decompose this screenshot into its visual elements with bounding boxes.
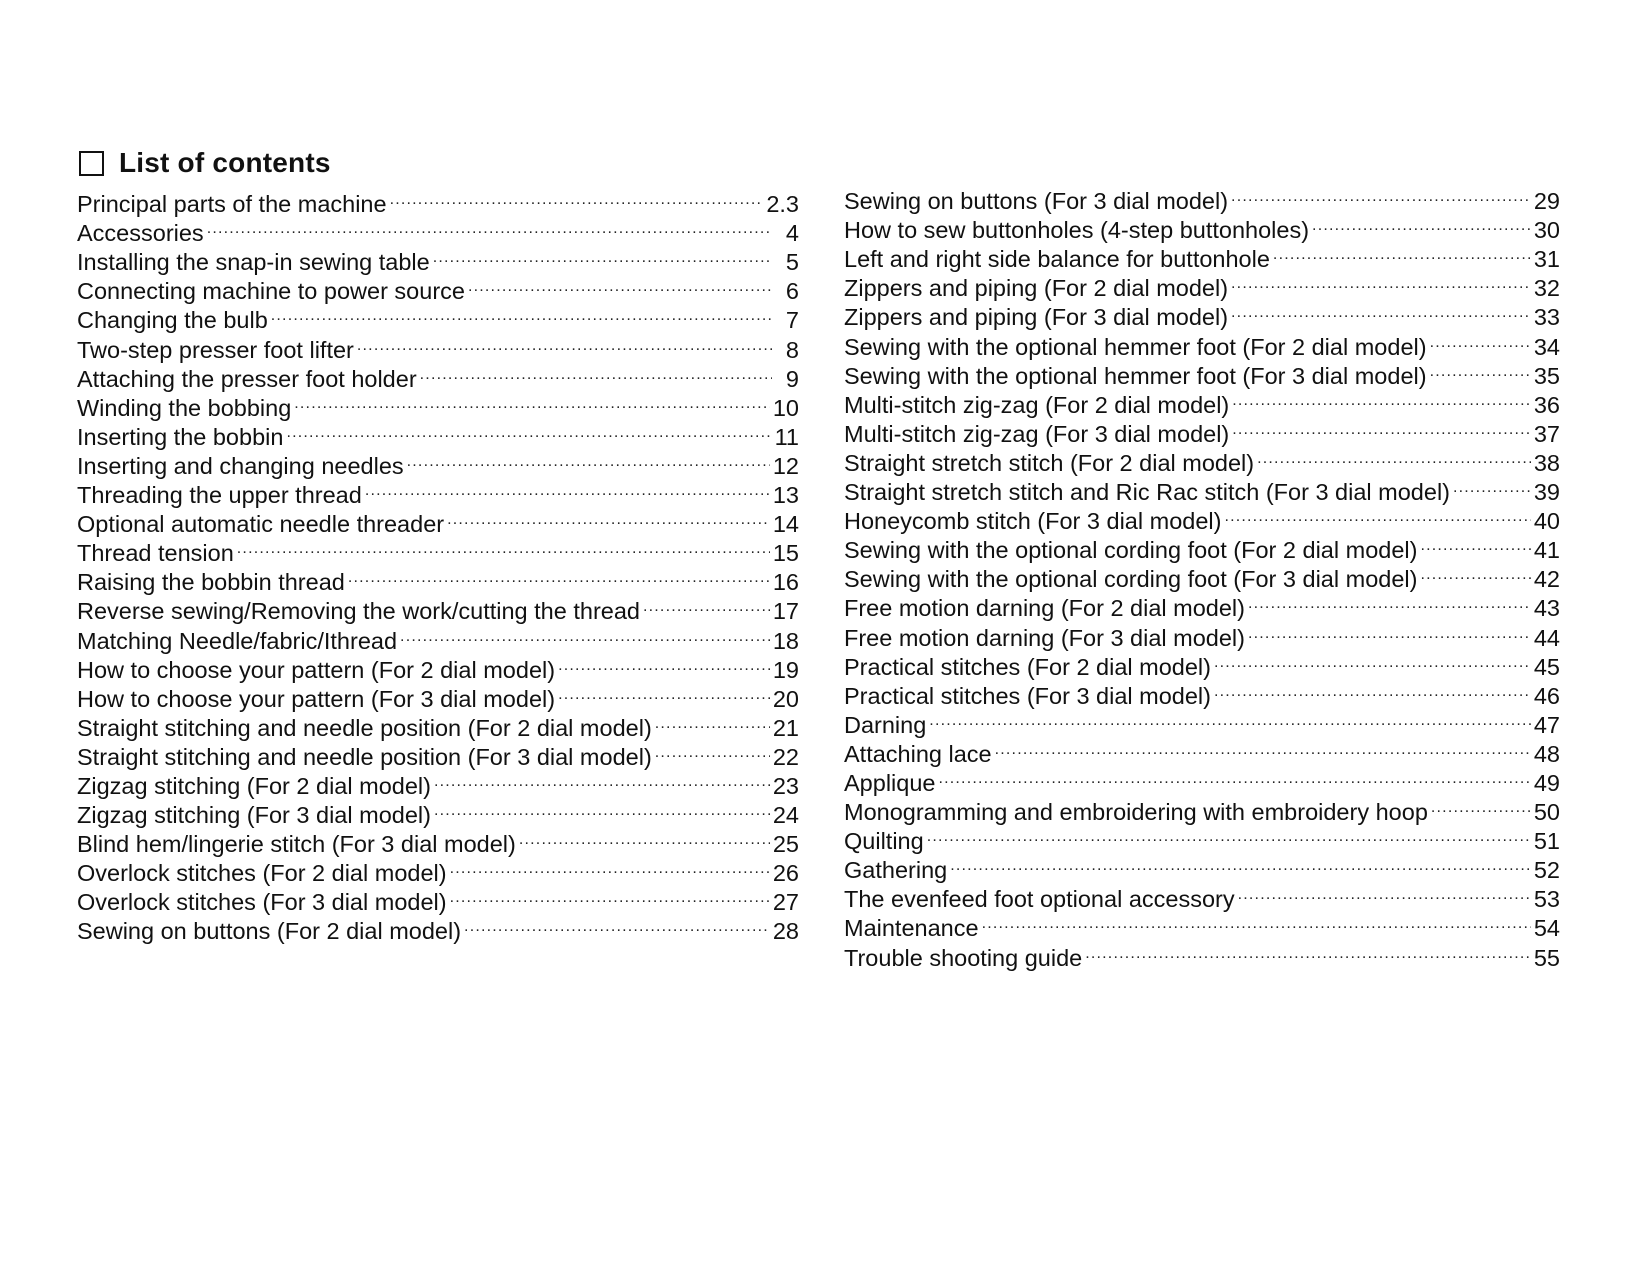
page-title: List of contents	[119, 147, 331, 178]
dot-leader	[1224, 500, 1530, 529]
toc-entry[interactable]	[844, 762, 1560, 796]
toc-entry-page: 46	[1533, 682, 1560, 709]
dot-leader	[294, 387, 770, 416]
toc-entry-title: Straight stitching and needle position (For 2 dial model)	[77, 714, 652, 741]
dot-leader	[450, 852, 770, 881]
toc-entry-title: Practical stitches (For 2 dial model)	[844, 653, 1211, 680]
dot-leader	[1248, 616, 1531, 645]
dot-leader	[390, 183, 764, 212]
dot-leader	[927, 820, 1531, 849]
toc-entry-page: 30	[1533, 217, 1560, 244]
dot-leader	[643, 590, 770, 619]
toc-entry-title: Optional automatic needle threader	[77, 511, 445, 538]
toc-entry-title: How to choose your pattern (For 3 dial model)	[77, 685, 556, 712]
dot-leader	[655, 707, 770, 736]
toc-entry-title: Zigzag stitching (For 3 dial model)	[77, 802, 431, 829]
dot-leader	[1312, 209, 1531, 238]
contents-column-right	[844, 180, 1560, 971]
dot-leader	[1232, 384, 1531, 413]
dot-leader	[558, 678, 770, 707]
dot-leader	[433, 241, 772, 270]
toc-entry-page: 42	[1533, 566, 1560, 593]
toc-entry-page: 49	[1533, 769, 1560, 796]
dot-leader	[929, 704, 1531, 733]
toc-entry-page: 29	[1533, 188, 1560, 215]
toc-entry-page: 19	[772, 656, 799, 683]
toc-entry-page: 5	[785, 249, 799, 276]
dot-leader	[1453, 471, 1531, 500]
toc-entry-title: Zippers and piping (For 2 dial model)	[844, 275, 1229, 302]
toc-entry-page: 6	[785, 278, 799, 305]
toc-entry-page: 47	[1533, 711, 1560, 738]
dot-leader	[464, 910, 770, 939]
dot-leader	[468, 270, 772, 299]
dot-leader	[207, 212, 772, 241]
toc-entry-page: 26	[772, 860, 799, 887]
toc-entry-title: Multi-stitch zig-zag (For 3 dial model)	[844, 420, 1230, 447]
toc-entry[interactable]	[77, 183, 799, 218]
dot-leader	[1257, 442, 1531, 471]
dot-leader	[434, 794, 770, 823]
toc-entry-page: 20	[772, 685, 799, 712]
toc-entry-page: 25	[772, 831, 799, 858]
toc-entry-title: Winding the bobbing	[77, 394, 292, 421]
toc-entry-page: 15	[772, 540, 799, 567]
toc-entry-page: 10	[772, 394, 799, 421]
toc-entry-title: Left and right side balance for buttonhole	[844, 246, 1270, 273]
dot-leader	[1420, 558, 1530, 587]
toc-entry-page: 38	[1533, 449, 1560, 476]
toc-entry-page: 41	[1533, 537, 1560, 564]
toc-entry-title: How to sew buttonholes (4-step buttonholes)	[844, 217, 1310, 244]
dot-leader	[365, 474, 770, 503]
toc-entry-page: 36	[1533, 391, 1560, 418]
toc-entry-page: 52	[1533, 857, 1560, 884]
toc-entry-page: 18	[772, 627, 799, 654]
toc-entry-page: 51	[1533, 828, 1560, 855]
dot-leader	[237, 532, 770, 561]
toc-entry-title: Applique	[844, 769, 936, 796]
toc-entry-title: Thread tension	[77, 540, 234, 567]
toc-entry-page: 14	[772, 511, 799, 538]
dot-leader	[1231, 296, 1531, 325]
toc-entry-title: Overlock stitches (For 3 dial model)	[77, 889, 447, 916]
toc-entry-title: The evenfeed foot optional accessory	[844, 886, 1235, 913]
dot-leader	[1232, 413, 1531, 442]
toc-entry-page: 31	[1533, 246, 1560, 273]
toc-entry-title: Free motion darning (For 2 dial model)	[844, 595, 1245, 622]
toc-entry-page: 2.3	[766, 191, 799, 218]
dot-leader	[1238, 878, 1531, 907]
toc-entry-title: Attaching the presser foot holder	[77, 365, 417, 392]
toc-entry-page: 48	[1533, 740, 1560, 767]
dot-leader	[348, 561, 770, 590]
toc-entry-title: Connecting machine to power source	[77, 278, 465, 305]
dot-leader	[407, 445, 770, 474]
toc-entry-page: 43	[1533, 595, 1560, 622]
dot-leader	[558, 649, 770, 678]
toc-entry[interactable]	[844, 733, 1560, 767]
toc-entry-title: Accessories	[77, 220, 204, 247]
toc-entry-page: 21	[772, 714, 799, 741]
toc-entry-page: 13	[772, 482, 799, 509]
dot-leader	[1420, 529, 1530, 558]
toc-entry-page: 39	[1533, 479, 1560, 506]
toc-entry-title: Monogramming and embroidering with embroidery hoop	[844, 799, 1428, 826]
toc-entry-title: Darning	[844, 711, 927, 738]
toc-entry-title: Sewing with the optional cording foot (For 3 dial model)	[844, 566, 1418, 593]
toc-entry-page: 33	[1533, 304, 1560, 331]
toc-entry-page: 16	[772, 569, 799, 596]
toc-entry-page: 44	[1533, 624, 1560, 651]
toc-entry-page: 40	[1533, 508, 1560, 535]
dot-leader	[1431, 791, 1531, 820]
toc-entry-title: Straight stitching and needle position (For 3 dial model)	[77, 743, 652, 770]
toc-entry-title: Straight stretch stitch and Ric Rac stitch (For 3 dial model)	[844, 479, 1450, 506]
toc-entry-title: Sewing with the optional hemmer foot (For 3 dial model)	[844, 362, 1427, 389]
toc-entry[interactable]	[844, 878, 1560, 913]
toc-entry-page: 17	[772, 598, 799, 625]
toc-entry-title: Maintenance	[844, 915, 979, 942]
toc-entry-page: 11	[774, 423, 799, 450]
toc-entry-page: 54	[1533, 915, 1560, 942]
dot-leader	[1231, 180, 1531, 209]
contents-column-left	[77, 183, 799, 945]
toc-entry-title: Changing the bulb	[77, 307, 268, 334]
toc-entry-page: 37	[1533, 420, 1560, 447]
toc-entry-title: Threading the upper thread	[77, 482, 362, 509]
toc-entry-title: Two-step presser foot lifter	[77, 336, 354, 363]
toc-entry-page: 7	[785, 307, 799, 334]
toc-entry-title: Quilting	[844, 828, 924, 855]
toc-entry-title: Trouble shooting guide	[844, 944, 1083, 971]
toc-entry-page: 53	[1533, 886, 1560, 913]
toc-entry-page: 45	[1533, 653, 1560, 680]
toc-entry-title: Gathering	[844, 857, 948, 884]
dot-leader	[286, 416, 771, 445]
dot-leader	[420, 358, 772, 387]
toc-entry-title: Blind hem/lingerie stitch (For 3 dial model)	[77, 831, 516, 858]
dot-leader	[938, 762, 1530, 791]
toc-entry-title: Matching Needle/fabric/Ithread	[77, 627, 398, 654]
toc-entry[interactable]	[844, 704, 1560, 738]
toc-entry-title: Inserting the bobbin	[77, 423, 284, 450]
dot-leader	[995, 733, 1531, 762]
toc-entry-title: Free motion darning (For 3 dial model)	[844, 624, 1245, 651]
toc-entry-page: 32	[1533, 275, 1560, 302]
toc-entry-title: Overlock stitches (For 2 dial model)	[77, 860, 447, 887]
toc-entry-title: Inserting and changing needles	[77, 452, 404, 479]
toc-entry[interactable]	[844, 849, 1560, 884]
toc-entry-title: Zippers and piping (For 3 dial model)	[844, 304, 1229, 331]
toc-entry-title: Attaching lace	[844, 740, 992, 767]
dot-leader	[1214, 675, 1531, 704]
toc-entry-page: 28	[772, 918, 799, 945]
toc-entry-title: Sewing on buttons (For 2 dial model)	[77, 918, 462, 945]
toc-entry-page: 8	[785, 336, 799, 363]
toc-entry-page: 55	[1533, 944, 1560, 971]
dot-leader	[1430, 355, 1531, 384]
dot-leader	[950, 849, 1531, 878]
dot-leader	[357, 328, 772, 357]
toc-entry-title: Principal parts of the machine	[77, 191, 387, 218]
toc-entry[interactable]	[844, 791, 1560, 826]
toc-entry-title: Multi-stitch zig-zag (For 2 dial model)	[844, 391, 1230, 418]
dot-leader	[1430, 325, 1531, 354]
toc-entry-title: Installing the snap-in sewing table	[77, 249, 430, 276]
dot-leader	[271, 299, 772, 328]
dot-leader	[1248, 587, 1531, 616]
dot-leader	[1085, 936, 1531, 965]
dot-leader	[519, 823, 770, 852]
toc-entry-title: Straight stretch stitch (For 2 dial model)	[844, 449, 1255, 476]
toc-entry-title: Zigzag stitching (For 2 dial model)	[77, 772, 431, 799]
toc-entry-title: How to choose your pattern (For 2 dial model)	[77, 656, 556, 683]
toc-entry-title: Sewing with the optional hemmer foot (For 2 dial model)	[844, 333, 1427, 360]
toc-entry[interactable]	[844, 180, 1560, 215]
toc-entry-page: 9	[785, 365, 799, 392]
dot-leader	[434, 765, 770, 794]
toc-entry-title: Sewing on buttons (For 3 dial model)	[844, 188, 1229, 215]
contents-heading	[79, 146, 331, 180]
toc-entry-page: 4	[785, 220, 799, 247]
dot-leader	[1273, 238, 1531, 267]
toc-entry-title: Practical stitches (For 3 dial model)	[844, 682, 1211, 709]
dot-leader	[982, 907, 1531, 936]
toc-entry-page: 22	[772, 743, 799, 770]
checkbox-icon	[79, 151, 104, 176]
toc-entry-title: Reverse sewing/Removing the work/cutting the thread	[77, 598, 640, 625]
toc-entry-title: Raising the bobbin thread	[77, 569, 345, 596]
toc-entry[interactable]	[844, 820, 1560, 855]
dot-leader	[447, 503, 770, 532]
toc-entry-page: 35	[1533, 362, 1560, 389]
toc-entry-title: Sewing with the optional cording foot (For 2 dial model)	[844, 537, 1418, 564]
toc-entry-page: 27	[772, 889, 799, 916]
toc-entry-page: 23	[772, 772, 799, 799]
dot-leader	[655, 736, 770, 765]
dot-leader	[400, 619, 770, 648]
toc-entry-page: 24	[772, 802, 799, 829]
toc-entry-title: Honeycomb stitch (For 3 dial model)	[844, 508, 1222, 535]
dot-leader	[1231, 267, 1531, 296]
toc-entry-page: 34	[1533, 333, 1560, 360]
dot-leader	[1214, 646, 1531, 675]
dot-leader	[450, 881, 770, 910]
toc-entry-page: 12	[772, 452, 799, 479]
toc-entry-page: 50	[1533, 799, 1560, 826]
